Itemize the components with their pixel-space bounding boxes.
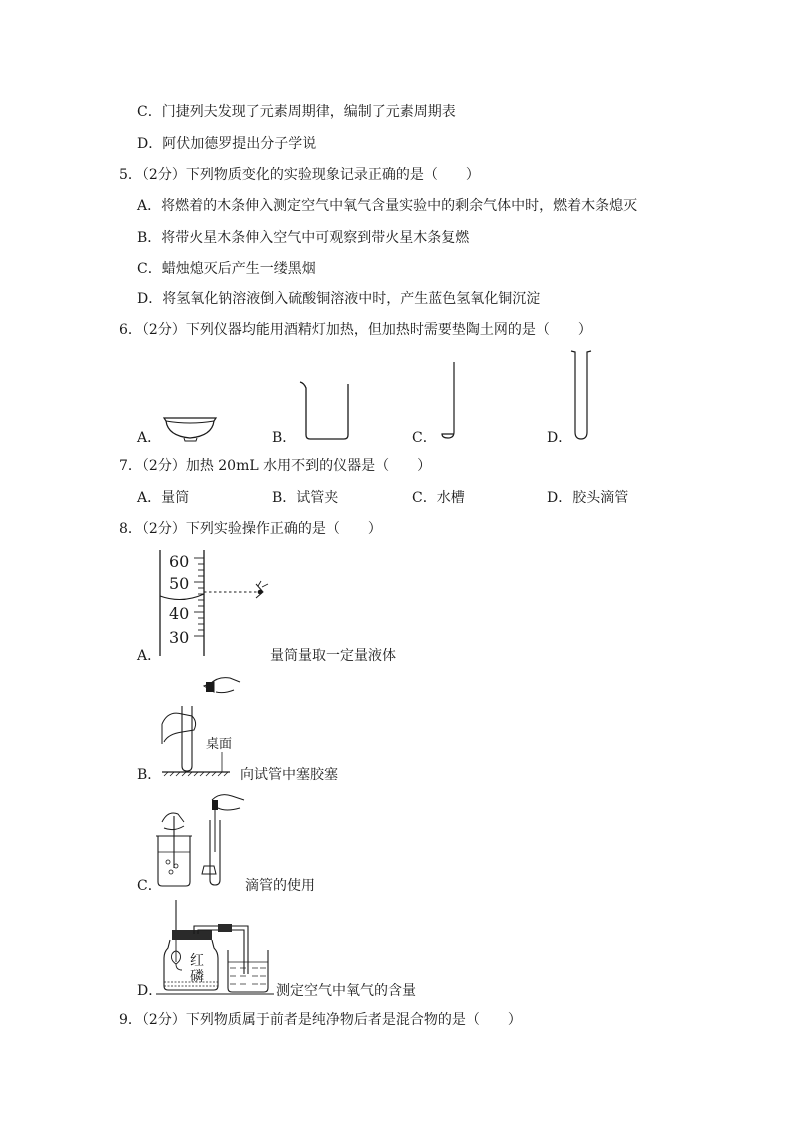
q5-option-d: D．将氢氧化钠溶液倒入硫酸铜溶液中时，产生蓝色氢氧化铜沉淀 bbox=[137, 291, 541, 307]
q7-stem: 7．（2分）加热 20mL 水用不到的仪器是（ ） bbox=[119, 458, 432, 474]
oxygen-content-apparatus-diagram bbox=[154, 898, 278, 998]
q4-option-d: D．阿伏加德罗提出分子学说 bbox=[137, 136, 317, 152]
evaporating-dish-icon bbox=[160, 412, 222, 442]
red-phosphorus-label-1: 红 bbox=[190, 953, 204, 969]
measuring-cylinder-diagram bbox=[154, 546, 274, 658]
q5-option-c: C．蜡烛熄灭后产生一缕黑烟 bbox=[137, 261, 316, 277]
cylinder-tick-60: 60 bbox=[169, 552, 190, 571]
q5-option-a: A．将燃着的木条伸入测定空气中氧气含量实验中的剩余气体中时，燃着木条熄灭 bbox=[137, 198, 638, 214]
q9-stem: 9．（2分）下列物质属于前者是纯净物后者是混合物的是（ ） bbox=[119, 1012, 522, 1028]
q8-caption-d: 测定空气中氧气的含量 bbox=[276, 983, 416, 999]
q6-label-d: D． bbox=[547, 430, 573, 446]
q6-label-c: C． bbox=[412, 430, 437, 446]
q6-stem: 6．（2分）下列仪器均能用酒精灯加热，但加热时需要垫陶土网的是（ ） bbox=[119, 322, 592, 338]
eye-icon bbox=[256, 581, 268, 598]
q6-label-b: B． bbox=[272, 430, 297, 446]
q8-label-b: B． bbox=[137, 767, 162, 783]
test-tube-icon bbox=[570, 348, 592, 442]
cylinder-tick-30: 30 bbox=[169, 628, 190, 647]
q8-caption-b: 向试管中塞胶塞 bbox=[240, 767, 338, 783]
beaker-icon bbox=[298, 380, 354, 442]
red-phosphorus-label-2: 磷 bbox=[190, 969, 204, 985]
q6-label-a: A． bbox=[137, 430, 162, 446]
combustion-spoon-icon bbox=[436, 360, 460, 442]
q7-option-c: C．水槽 bbox=[412, 490, 465, 506]
q8-label-c: C． bbox=[137, 878, 162, 894]
cylinder-tick-40: 40 bbox=[169, 604, 190, 623]
stopper-insertion-diagram bbox=[154, 672, 244, 778]
q5-option-b: B．将带火星木条伸入空气中可观察到带火星木条复燃 bbox=[137, 230, 470, 246]
desk-label: 桌面 bbox=[206, 737, 233, 752]
q8-stem: 8．（2分）下列实验操作正确的是（ ） bbox=[119, 521, 382, 537]
q7-option-a: A．量筒 bbox=[137, 490, 190, 506]
q8-caption-a: 量筒量取一定量液体 bbox=[270, 648, 396, 664]
cylinder-tick-50: 50 bbox=[169, 574, 190, 593]
q8-label-d: D． bbox=[137, 983, 163, 999]
q8-label-a: A． bbox=[137, 648, 162, 664]
dropper-use-diagram bbox=[154, 792, 246, 890]
q4-option-c: C．门捷列夫发现了元素周期律，编制了元素周期表 bbox=[137, 104, 456, 120]
q8-caption-c: 滴管的使用 bbox=[245, 878, 315, 894]
q7-option-d: D．胶头滴管 bbox=[547, 490, 629, 506]
q5-stem: 5．（2分）下列物质变化的实验现象记录正确的是（ ） bbox=[119, 167, 480, 183]
q7-option-b: B．试管夹 bbox=[272, 490, 339, 506]
